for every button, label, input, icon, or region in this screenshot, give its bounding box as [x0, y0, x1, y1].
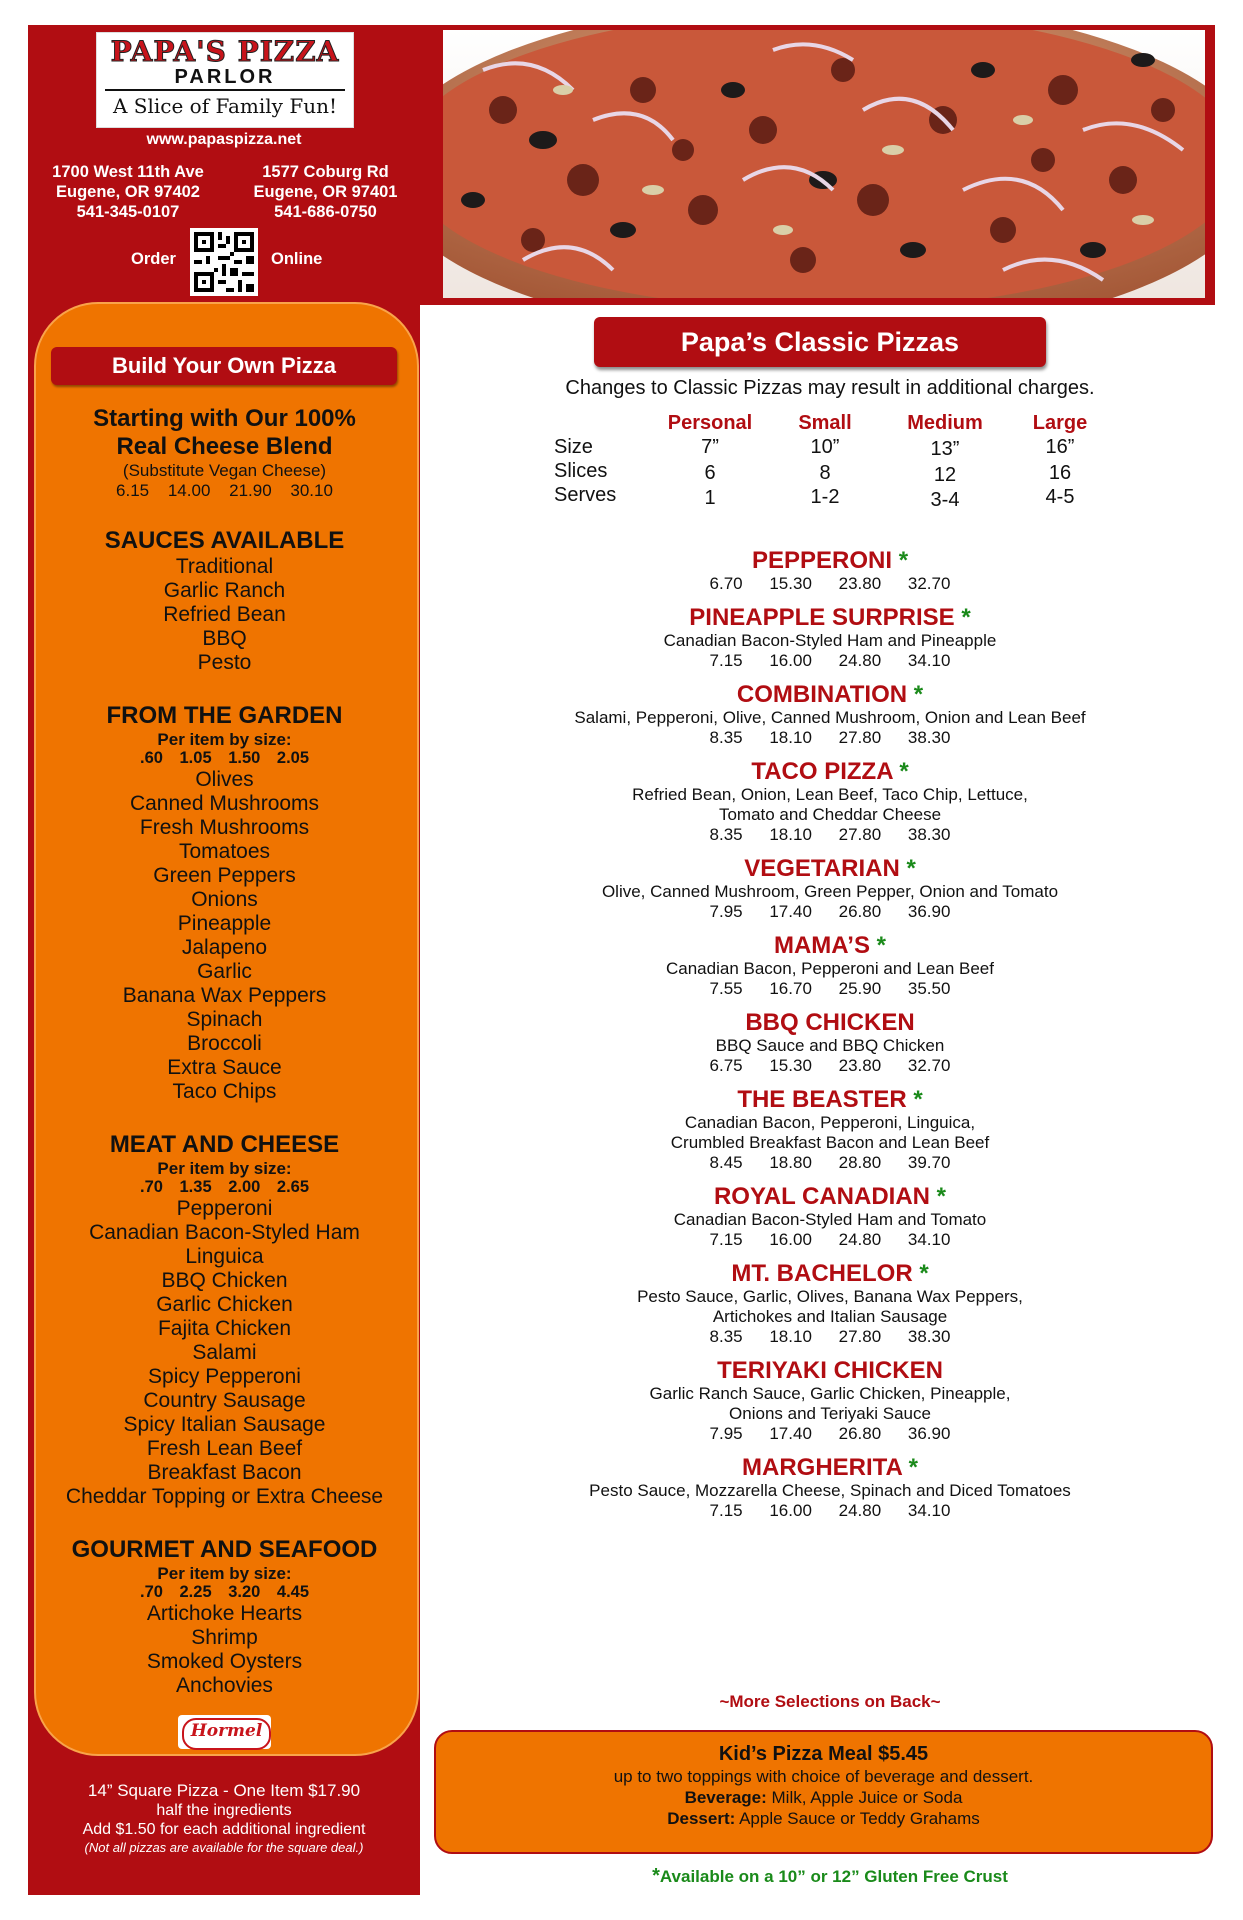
list-item: Spicy Pepperoni	[148, 1365, 301, 1388]
dessert-options: Apple Sauce or Teddy Grahams	[735, 1809, 980, 1828]
beverage-label: Beverage:	[684, 1788, 767, 1807]
size-row-label: Size	[554, 436, 593, 458]
table-cell: 16	[1048, 462, 1072, 484]
pizza-taco[interactable]	[430, 758, 1230, 845]
pizza-name-text: MAMA’S	[773, 932, 870, 959]
online-label: Online	[271, 250, 323, 268]
pizza-mamas[interactable]	[430, 932, 1230, 999]
list-item: Shrimp	[191, 1626, 258, 1649]
list-item: Canadian Bacon-Styled Ham	[89, 1221, 360, 1244]
list-item: Broccoli	[187, 1032, 262, 1055]
list-item: Pepperoni	[176, 1197, 273, 1220]
list-item: Onions	[191, 888, 258, 911]
square-deal-additional: Add $1.50 for each additional ingredient	[82, 1821, 366, 1838]
meat-list	[34, 1197, 415, 1509]
pizza-combination[interactable]	[430, 681, 1230, 748]
kids-meal-box	[434, 1730, 1213, 1854]
pizza-name	[430, 758, 1230, 785]
list-item: Salami	[192, 1341, 257, 1364]
slices-row-label: Slices	[554, 460, 608, 482]
kids-dessert	[436, 1808, 1211, 1829]
cheese-base-line2: Real Cheese Blend	[116, 433, 333, 460]
gluten-free-star: *	[876, 932, 886, 959]
build-your-own-header: Build Your Own Pizza	[51, 347, 397, 385]
pizza-prices: 7.15 16.00 24.80 34.10	[709, 651, 951, 670]
list-item: Cheddar Topping or Extra Cheese	[65, 1485, 384, 1508]
square-deal-size: 14” Square Pizza -	[87, 1781, 234, 1800]
pizza-description: Canadian Bacon-Styled Ham and Pineapple	[663, 631, 997, 650]
logo-tagline: A Slice of Family Fun!	[105, 89, 345, 121]
pizza-name-text: BBQ CHICKEN	[745, 1009, 915, 1036]
square-deal-disclaimer: (Not all pizzas are available for the square deal.)	[84, 1840, 364, 1855]
list-item: BBQ Chicken	[161, 1269, 288, 1292]
pizza-prices: 6.70 15.30 23.80 32.70	[709, 574, 951, 593]
pizza-name	[430, 1260, 1230, 1287]
list-item: Garlic Ranch	[163, 579, 286, 602]
pizza-pepperoni[interactable]	[430, 547, 1230, 594]
gluten-free-note	[430, 1865, 1230, 1888]
location-street: 1577 Coburg Rd	[262, 163, 389, 181]
size-col-personal: Personal	[667, 412, 753, 434]
pizza-name	[430, 1009, 1230, 1036]
list-item: Pesto	[197, 651, 252, 674]
gluten-free-text: Available on a 10” or 12” Gluten Free Crust	[659, 1867, 1008, 1886]
pizza-margherita[interactable]	[430, 1454, 1230, 1521]
changes-note: Changes to Classic Pizzas may result in additional charges.	[565, 377, 1095, 399]
pizza-name-text: COMBINATION	[736, 681, 908, 708]
gluten-free-star: *	[961, 604, 971, 631]
pizza-name	[430, 1454, 1230, 1481]
location-phone[interactable]: 541-686-0750	[274, 203, 377, 221]
pizza-name-text: PINEAPPLE SURPRISE	[689, 604, 955, 631]
list-item: Refried Bean	[163, 603, 286, 626]
list-item: Garlic Chicken	[156, 1293, 293, 1316]
pizza-prices: 7.15 16.00 24.80 34.10	[709, 1230, 951, 1249]
pizza-description: Pesto Sauce, Garlic, Olives, Banana Wax Peppers,	[637, 1287, 1023, 1306]
more-selections-note: ~More Selections on Back~	[719, 1692, 941, 1711]
website-link[interactable]: www.papaspizza.net	[146, 131, 302, 148]
pizza-name-text: TACO PIZZA	[751, 758, 893, 785]
pizza-name	[430, 1183, 1230, 1210]
pizza-description: Pesto Sauce, Mozzarella Cheese, Spinach and Diced Tomatoes	[589, 1481, 1071, 1500]
pizza-description: Canadian Bacon, Pepperoni and Lean Beef	[666, 959, 994, 978]
pizza-name	[430, 1086, 1230, 1113]
gourmet-list	[34, 1602, 415, 1698]
gluten-free-star: *	[919, 1260, 929, 1287]
meat-per-item: Per item by size:	[157, 1159, 292, 1178]
table-cell: 16”	[1045, 436, 1075, 458]
pizza-prices: 7.95 17.40 26.80 36.90	[709, 902, 951, 921]
pizza-description: Olive, Canned Mushroom, Green Pepper, Onion and Tomato	[601, 882, 1059, 901]
logo-title: PAPA'S PIZZA	[110, 35, 340, 68]
table-cell: 4-5	[1045, 486, 1075, 508]
pizza-description: Tomato and Cheddar Cheese	[718, 805, 942, 824]
pizza-prices: 7.15 16.00 24.80 34.10	[709, 1501, 951, 1520]
pizza-name	[430, 932, 1230, 959]
square-deal-price: One Item $17.90	[233, 1781, 361, 1800]
sauces-title: SAUCES AVAILABLE	[104, 527, 345, 554]
list-item: Tomatoes	[178, 840, 271, 863]
square-deal-detail: half the ingredients	[156, 1802, 292, 1819]
pizza-prices: 7.55 16.70 25.90 35.50	[709, 979, 951, 998]
pizza-name-text: VEGETARIAN	[744, 855, 900, 882]
pizza-name	[430, 855, 1230, 882]
garden-title: FROM THE GARDEN	[106, 702, 343, 729]
table-cell: 7”	[701, 436, 719, 458]
size-col-small: Small	[798, 412, 852, 434]
pizza-name-text: MARGHERITA	[742, 1454, 902, 1481]
pizza-name	[430, 547, 1230, 574]
pizza-the-beaster[interactable]	[430, 1086, 1230, 1173]
location-city: Eugene, OR 97402	[56, 183, 200, 201]
gluten-free-star: *	[913, 681, 924, 708]
garden-prices: .60 1.05 1.50 2.05	[139, 749, 310, 767]
square-pizza-deal	[28, 1781, 420, 1856]
list-item: Spinach	[186, 1008, 263, 1031]
pizza-photo	[443, 30, 1205, 298]
meat-title: MEAT AND CHEESE	[109, 1131, 340, 1158]
table-cell: 8	[819, 462, 831, 484]
table-cell: 1	[704, 487, 716, 509]
pizza-prices: 8.45 18.80 28.80 39.70	[709, 1153, 951, 1172]
location-city: Eugene, OR 97401	[253, 183, 398, 201]
dessert-label: Dessert:	[667, 1809, 736, 1828]
square-deal-title	[28, 1781, 420, 1801]
gluten-free-star: *	[908, 1454, 918, 1481]
list-item: Country Sausage	[143, 1389, 306, 1412]
build-your-own-content	[34, 405, 415, 1698]
list-item: Banana Wax Peppers	[122, 984, 327, 1007]
gourmet-title: GOURMET AND SEAFOOD	[71, 1536, 378, 1563]
pizza-mt-bachelor[interactable]	[430, 1260, 1230, 1347]
gluten-free-star: *	[652, 1865, 660, 1887]
list-item: Jalapeno	[181, 936, 268, 959]
list-item: Taco Chips	[172, 1080, 277, 1103]
pizza-description: Garlic Ranch Sauce, Garlic Chicken, Pineapple,	[649, 1384, 1011, 1403]
list-item: Fajita Chicken	[157, 1317, 292, 1340]
pizza-name-text: THE BEASTER	[737, 1086, 907, 1113]
vegan-cheese-note: (Substitute Vegan Cheese)	[122, 461, 327, 480]
location-street: 1700 West 11th Ave	[52, 163, 204, 181]
list-item: Pineapple	[177, 912, 272, 935]
serves-row-label: Serves	[554, 484, 617, 506]
table-cell: 6	[704, 462, 716, 484]
pizza-name-text: TERIYAKI CHICKEN	[717, 1357, 943, 1384]
pizza-description: BBQ Sauce and BBQ Chicken	[715, 1036, 945, 1055]
qr-code-icon[interactable]	[190, 228, 258, 296]
list-item: Canned Mushrooms	[129, 792, 320, 815]
list-item: BBQ	[202, 627, 247, 650]
list-item: Breakfast Bacon	[147, 1461, 302, 1484]
list-item: Spicy Italian Sausage	[123, 1413, 326, 1436]
table-cell: 12	[933, 464, 957, 486]
classic-pizzas-header: Papa’s Classic Pizzas	[594, 317, 1046, 367]
garden-list	[34, 768, 415, 1104]
pizza-description: Crumbled Breakfast Bacon and Lean Beef	[670, 1133, 990, 1152]
gourmet-per-item: Per item by size:	[157, 1564, 292, 1583]
table-cell: 10”	[810, 436, 840, 458]
list-item: Fresh Mushrooms	[139, 816, 310, 839]
gluten-free-star: *	[898, 547, 909, 574]
pizza-prices: 8.35 18.10 27.80 38.30	[709, 825, 951, 844]
pizza-description: Onions and Teriyaki Sauce	[729, 1404, 931, 1423]
size-col-large: Large	[1032, 412, 1088, 434]
list-item: Anchovies	[176, 1674, 273, 1697]
kids-beverage	[436, 1787, 1211, 1808]
logo-subtitle: PARLOR	[174, 66, 276, 88]
pizza-name	[430, 604, 1230, 631]
pizza-pineapple-surprise[interactable]	[430, 604, 1230, 671]
gluten-free-star: *	[913, 1086, 923, 1113]
pizza-description: Salami, Pepperoni, Olive, Canned Mushroom, Onion and Lean Beef	[574, 708, 1086, 727]
table-cell: 13”	[930, 438, 960, 460]
pizza-name-text: PEPPERONI	[751, 547, 893, 574]
list-item: Artichoke Hearts	[146, 1602, 303, 1625]
order-label: Order	[131, 250, 176, 268]
hormel-logo	[178, 1715, 271, 1749]
pizza-name-text: MT. BACHELOR	[731, 1260, 913, 1287]
pizza-prices: 8.35 18.10 27.80 38.30	[709, 728, 951, 747]
pizza-description: Refried Bean, Onion, Lean Beef, Taco Chip, Lettuce,	[632, 785, 1028, 804]
garden-per-item: Per item by size:	[157, 730, 292, 749]
gluten-free-star: *	[906, 855, 916, 882]
list-item: Traditional	[175, 555, 274, 578]
table-cell: 3-4	[930, 489, 960, 511]
list-item: Olives	[195, 768, 254, 791]
pizza-bbq-chicken[interactable]	[430, 1009, 1230, 1076]
pizza-prices: 8.35 18.10 27.80 38.30	[709, 1327, 951, 1346]
pizza-prices: 6.75 15.30 23.80 32.70	[709, 1056, 951, 1075]
location-phone[interactable]: 541-345-0107	[76, 203, 180, 221]
table-cell: 1-2	[810, 486, 840, 508]
hormel-logo-text: Hormel	[182, 1718, 271, 1750]
pizza-name-text: ROYAL CANADIAN	[713, 1183, 930, 1210]
kids-meal-title: Kid’s Pizza Meal $5.45	[718, 1743, 929, 1765]
pizza-description: Artichokes and Italian Sausage	[712, 1307, 948, 1326]
gluten-free-star: *	[899, 758, 909, 785]
papas-pizza-logo[interactable]	[96, 32, 354, 128]
pizza-teriyaki-chicken[interactable]	[430, 1357, 1230, 1444]
base-prices: 6.15 14.00 21.90 30.10	[116, 481, 333, 500]
pizza-description: Canadian Bacon-Styled Ham and Tomato	[673, 1210, 987, 1229]
kids-meal-detail: up to two toppings with choice of beverage and dessert.	[613, 1767, 1034, 1786]
classic-pizza-list	[430, 547, 1230, 1531]
location-west-11th	[28, 162, 228, 222]
meat-prices: .70 1.35 2.00 2.65	[139, 1178, 310, 1196]
list-item: Linguica	[185, 1245, 264, 1268]
pizza-description: Canadian Bacon, Pepperoni, Linguica,	[684, 1113, 976, 1132]
gluten-free-star: *	[936, 1183, 947, 1210]
gourmet-prices: .70 2.25 3.20 4.45	[139, 1583, 310, 1601]
location-coburg	[228, 162, 423, 222]
list-item: Smoked Oysters	[146, 1650, 303, 1673]
cheese-base-line1: Starting with Our 100%	[93, 405, 356, 432]
list-item: Fresh Lean Beef	[146, 1437, 303, 1460]
sauces-list	[34, 555, 415, 675]
pizza-prices: 7.95 17.40 26.80 36.90	[709, 1424, 951, 1443]
pizza-vegetarian[interactable]	[430, 855, 1230, 922]
list-item: Garlic	[197, 960, 252, 983]
list-item: Green Peppers	[153, 864, 296, 887]
beverage-options: Milk, Apple Juice or Soda	[766, 1788, 963, 1807]
size-col-medium: Medium	[907, 412, 983, 434]
pizza-name	[430, 1357, 1230, 1384]
pizza-royal-canadian[interactable]	[430, 1183, 1230, 1250]
pizza-name	[430, 681, 1230, 708]
list-item: Extra Sauce	[167, 1056, 282, 1079]
